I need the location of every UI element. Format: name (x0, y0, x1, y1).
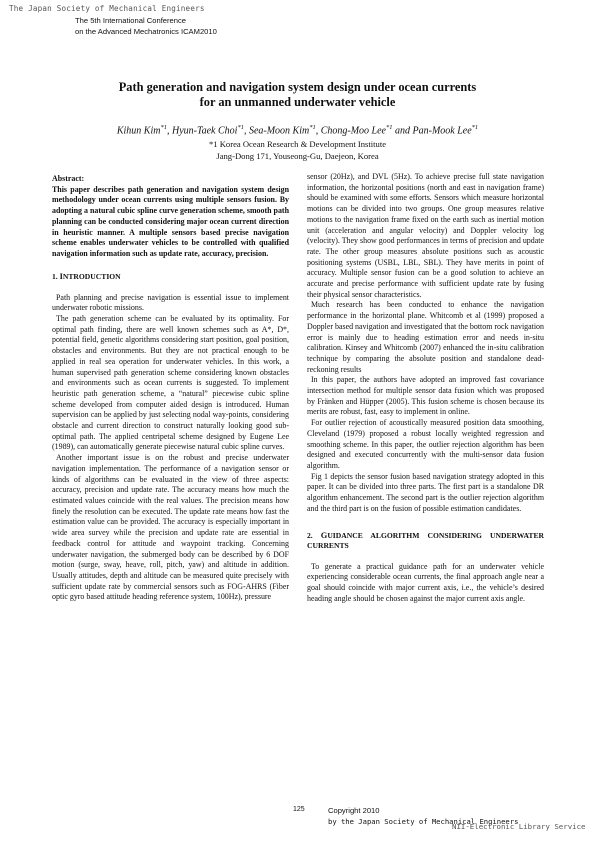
author-name: Pan-Mook Lee (412, 125, 472, 137)
section-heading-guidance: 2. GUIDANCE ALGORITHM CONSIDERING UNDERWATER CURRENTS (307, 530, 545, 550)
abstract-heading: Abstract: (52, 174, 85, 183)
paragraph: For outlier rejection of acoustically measured position data smoothing, Cleveland (1979) proposed a robust locally weighted regression and smoothing scheme. In this paper, the outlier rejection algorithm has been designed and executed concurrently with the multi-sensor data fusion algorithm. (307, 418, 544, 470)
paragraph: The path generation scheme can be evaluated by its optimality. For optimal path finding, there are well known schemes such as A*, D*, potential field, genetic algorithms considering start position, goal position, obstacles and environments. But they are not practical enough to be applied in real sea operation for underwater vehicles. In this work, a human supervised path generation scheme considering known obstacles and environments such as ocean currents is suggested. To implement heuristic path generation scheme, a “natural” piecewise cubic spline scheme developed from computer aided design is introduced. Human supervision can be applied by just selecting nodal way-points, considering obstacle and current direction to construct naturally looking good sub-optimal path. The applied centripetal scheme designed by Eugene Lee (1989), can automatically generate piecewise natural cubic spline curves. (52, 314, 289, 452)
conference-header (75, 15, 217, 37)
conference-line-2: on the Advanced Mechatronics ICAM2010 (75, 27, 217, 36)
paragraph: Much research has been conducted to enhance the navigation performance in the horizontal plane. Whitcomb et al (1999) proposed a Doppler based navigation and investigated that the bottom rock navigation error is mainly due to heading estimation error and needs in-situ calibration. Kinsey and Whitcomb (2007) enhanced the in-situ calibration technique by comparing the absolute position and standalone dead-reckoning results (307, 300, 544, 374)
paper-title (40, 80, 555, 110)
author-name: Kihun Kim (116, 125, 161, 137)
author-name: Hyun-Taek Choi (171, 125, 238, 137)
author-list: Kihun Kim$^{*1}$, Hyun-Taek Choi$^{*1}$, Sea-Moon Kim$^{*1}$, Chong-Moo Lee$^{*1}$ and Pan-Mook Lee$^{*1}$ (116, 124, 479, 137)
affiliation (40, 138, 555, 162)
abstract-text: This paper describes path generation and navigation system design methodology under ocean currents using multiple sensors fusion. By adopting a natural cubic spline curve generation scheme, smooth path planning can be conducted considering major ocean current direction in heuristic manner. A multiple sensors based precise navigation scheme enables underwater vehicles to be controlled with qualified navigation information such as update rate, accuracy, precision. (52, 184, 289, 258)
title-line-2: for an unmanned underwater vehicle (199, 95, 396, 109)
affiliation-line-1: *1 Korea Ocean Research & Development Institute (208, 139, 387, 149)
copyright-line-2: by the Japan Society of Mechanical Engineers (328, 816, 519, 826)
author-name: Chong-Moo Lee (320, 125, 386, 137)
nii-watermark: NII-Electronic Library Service (452, 822, 586, 831)
paragraph: In this paper, the authors have adopted an improved fast covariance intersection method for multiple sensor data fusion which was proposed by Fränken and Hüpper (2005). This fusion scheme is chosen because its merits are robust, fast, easy to implement in online. (307, 375, 544, 417)
page-number: 125 (293, 806, 305, 813)
right-column (307, 172, 544, 604)
paragraph: To generate a practical guidance path for an underwater vehicle experiencing considerable ocean currents, the final approach angle near a goal should coincide with major current axis, i.e., the vehicle’s desired heading angle should be chosen against the major current axis angle. (307, 561, 544, 603)
copyright-line-1: Copyright 2010 (328, 806, 380, 815)
title-line-1: Path generation and navigation system design under ocean currents (118, 80, 477, 94)
paragraph: Path planning and precise navigation is essential issue to implement underwater robotic missions. (52, 292, 289, 313)
conference-line-1: The 5th International Conference (75, 16, 187, 25)
author-name: Sea-Moon Kim (248, 125, 310, 137)
paragraph: Another important issue is on the robust and precise underwater navigation implementation. The performance of a navigation sensor or kinds of algorithms can be evaluated in the view of three aspects: accuracy, precision and update rate. The accuracy means how much the estimated values coincide with the real values. The precision means how finely the resolution can be executed. The update rate means how fast the estimation value can be provided. The accuracy is especially important in wide area survey while the precision and update rate are essential in feedback control for attitude and waypoint tracking. Concerning underwater navigation, the submerged body can be described by 6 DOF motion (surge, sway, heave, roll, pitch, yaw) and altitude in addition. Usually attitudes, depth and altitude can be measured quite precisely with sufficient update rate by commercial sensors such as FOG-AHRS (Fiber optic gyro based attitude heading reference system, 100Hz), pressure (52, 453, 289, 602)
paragraph: sensor (20Hz), and DVL (5Hz). To achieve precise full state navigation information, the horizontal positions (north and east in navigation frame) should be examined with some efforts. Sensors which measure horizontal motions can be divided into two groups. One group measures relative motions to the navigation frame fixed on the earth such as inertial motion unit (acceleration and angular velocity) and Doppler velocity log (velocity). They show good performances in terms of precision and update rate. The other group measures absolute positions such as acoustic positioning systems (USBL, LBL, SBL). They have merits in point of accuracy. Multiple sensor fusion can be a good solution to achieve an accurate and precise performance with sufficient update rate by fusing their physical sensor characteristics. (307, 172, 544, 299)
society-watermark-top: The Japan Society of Mechanical Engineers (9, 4, 205, 13)
left-column (52, 174, 289, 603)
paragraph: Fig 1 depicts the sensor fusion based navigation strategy adopted in this paper. It can be divided into three parts. The first part is a standalone DR algorithm enhancement. The second part is the outlier rejection algorithm and the third part is on the fusion of possible estimation candidates. (307, 471, 544, 513)
affiliation-line-2: Jang-Dong 171, Youseong-Gu, Daejeon, Korea (216, 151, 379, 161)
section-heading-introduction: 1. INTRODUCTION (52, 271, 121, 281)
